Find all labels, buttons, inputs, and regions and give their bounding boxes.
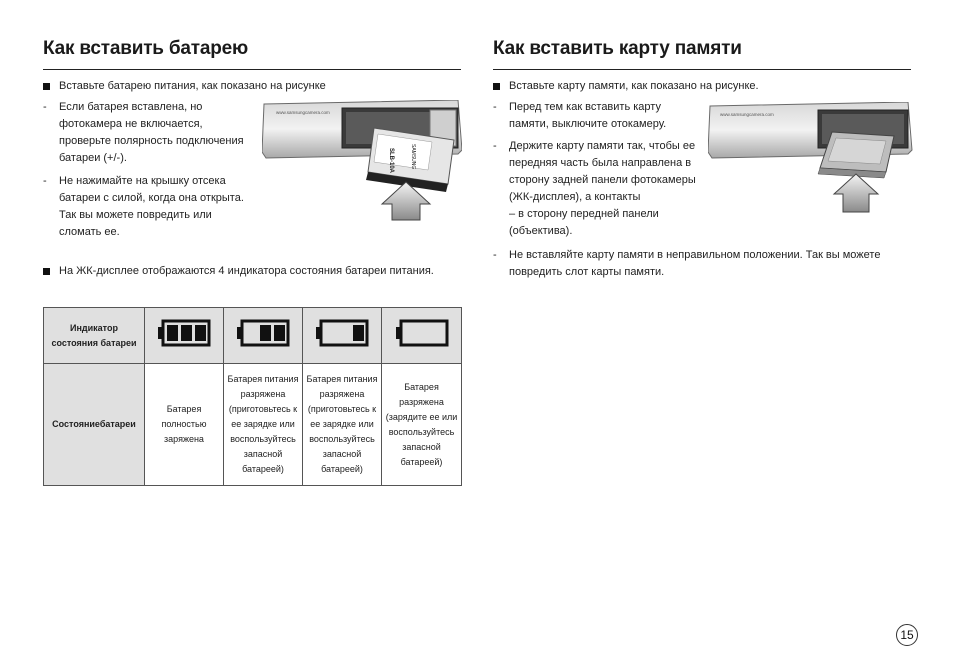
- battery-intro-text: Вставьте батарею питания, как показано на рисунке: [59, 80, 326, 92]
- battery-two-thirds-cell: [224, 308, 303, 364]
- card-power-off-note: Перед тем как вставить карту памяти, выключите отокамеру.: [509, 101, 667, 130]
- state-header-cell: Состояниебатареи: [44, 364, 145, 486]
- battery-empty-cell: [382, 308, 462, 364]
- battery-bar: [167, 325, 178, 341]
- battery-bar: [181, 325, 192, 341]
- battery-full-cell: [145, 308, 224, 364]
- memory-card-icon: [818, 132, 894, 178]
- battery-polarity-note: Если батарея вставлена, но фотокамера не включается, проверьте полярность подключения батареи (+/-).: [59, 101, 244, 164]
- title-divider: [43, 69, 461, 70]
- indicator-row: [44, 308, 462, 364]
- dash-marker: -: [493, 101, 497, 113]
- bullet-square-icon: [43, 268, 50, 275]
- battery-bar: [353, 325, 364, 341]
- dash-marker: -: [493, 140, 497, 152]
- dash-marker: -: [43, 175, 47, 187]
- battery-full-icon: [157, 319, 211, 347]
- battery-one-third-cell: [303, 308, 382, 364]
- state-empty-cell: Батарея разряжена (зарядите ее или воспользуйтесь запасной батареей): [382, 364, 462, 486]
- bullet-square-icon: [493, 83, 500, 90]
- insert-arrow-icon: [834, 174, 878, 212]
- battery-bar: [274, 325, 285, 341]
- state-low-cell-2: Батарея питания разряжена (приготовьтесь к ее зарядке или воспользуйтесь запасной батареей): [303, 364, 382, 486]
- camera-url-label: www.samsungcamera.com: [276, 110, 330, 115]
- dash-marker: -: [43, 101, 47, 113]
- battery-bar: [260, 325, 271, 341]
- memory-card-section-title: Как вставить карту памяти: [493, 38, 742, 59]
- battery-section-title: Как вставить батарею: [43, 38, 249, 59]
- battery-bar: [195, 325, 206, 341]
- card-intro-text: Вставьте карту памяти, как показано на рисунке.: [509, 80, 759, 92]
- battery-empty-icon: [395, 319, 449, 347]
- dash-marker: -: [493, 249, 497, 261]
- page-number: 15: [896, 624, 918, 646]
- bullet-square-icon: [43, 83, 50, 90]
- battery-one-bar-icon: [315, 319, 369, 347]
- battery-indicator-note: На ЖК-дисплее отображаются 4 индикатора состояния батареи питания.: [59, 265, 434, 277]
- battery-outline: [401, 321, 447, 345]
- card-wrong-position-warning: Не вставляйте карту памяти в неправильном положении. Так вы можете повредить слот карты памяти.: [509, 249, 881, 278]
- camera-url-label: www.samsungcamera.com: [720, 112, 774, 117]
- state-full-cell: Батарея полностью заряжена: [145, 364, 224, 486]
- card-insertion-illustration: [708, 102, 914, 214]
- battery-brand-label: SAMSUNG: [410, 144, 416, 170]
- battery-insertion-illustration: [262, 100, 462, 222]
- battery-two-bars-icon: [236, 319, 290, 347]
- indicator-header-cell: Индикатор состояния батареи: [44, 308, 145, 364]
- state-row: [44, 364, 462, 486]
- battery-status-table: [43, 307, 462, 486]
- state-low-cell-1: Батарея питания разряжена (приготовьтесь к ее зарядке или воспользуйтесь запасной батареей): [224, 364, 303, 486]
- card-orientation-note: Держите карту памяти так, чтобы ее передняя часть была направлена в сторону задней панели фотокамеры (ЖК-дисплея), а контакты – в сторону передней панели (объектива).: [509, 140, 696, 237]
- title-divider: [493, 69, 911, 70]
- battery-pack-icon: [366, 128, 454, 192]
- battery-cover-warning: Не нажимайте на крышку отсека батареи с силой, когда она открыта. Так вы можете повредить или сломать ее.: [59, 175, 244, 238]
- battery-model-label: SLB-10A: [388, 148, 394, 174]
